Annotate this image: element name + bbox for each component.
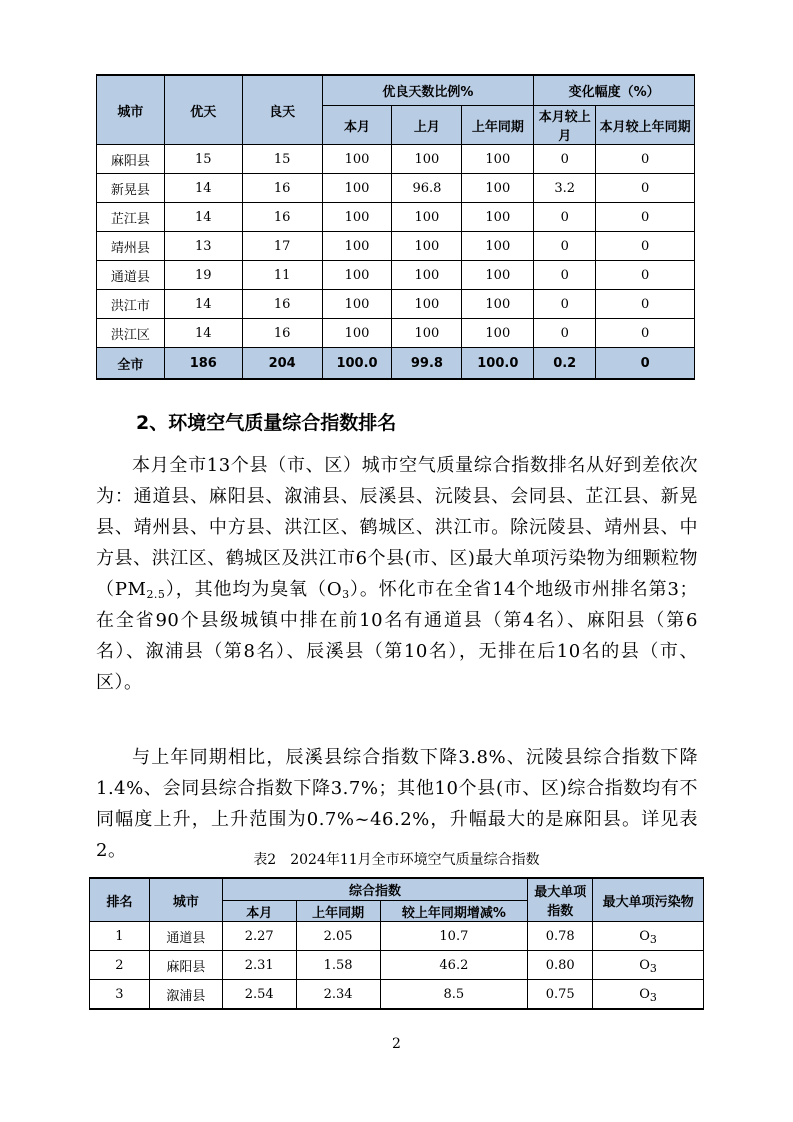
header-city: 城市 [97, 75, 165, 145]
table-total-row [97, 348, 695, 380]
cell-this-month: 2.27 [222, 922, 296, 951]
total-this-month: 100.0 [322, 348, 392, 380]
cell-good: 16 [242, 174, 322, 203]
cell-city: 洪江区 [97, 319, 165, 348]
cell-last-month: 100 [392, 203, 462, 232]
header-max-pollutant: 最大单项污染物 [593, 878, 704, 922]
air-quality-days-table [96, 74, 695, 380]
cell-vs-last-year: 0 [596, 203, 695, 232]
cell-vs-last-month: 0 [534, 290, 596, 319]
cell-last-year: 100 [462, 232, 534, 261]
total-vs-last-year: 0 [596, 348, 695, 380]
cell-vs-last-month: 0 [534, 145, 596, 174]
cell-vs-last-month: 3.2 [534, 174, 596, 203]
cell-city: 新晃县 [97, 174, 165, 203]
header-city: 城市 [149, 878, 222, 922]
cell-vs-last-year: 0 [596, 319, 695, 348]
cell-last-year: 1.58 [296, 951, 380, 980]
pollutant-subscript: 3 [649, 961, 657, 975]
cell-rank: 3 [90, 980, 150, 1010]
cell-good: 16 [242, 319, 322, 348]
page-number: 2 [392, 1036, 401, 1052]
cell-excellent: 14 [164, 319, 242, 348]
header-index-group: 综合指数 [222, 878, 528, 901]
cell-this-month: 2.31 [222, 951, 296, 980]
cell-rank: 2 [90, 951, 150, 980]
cell-vs-last-month: 0 [534, 261, 596, 290]
cell-excellent: 15 [164, 145, 242, 174]
pollutant-symbol: O [639, 957, 650, 973]
cell-good: 16 [242, 203, 322, 232]
cell-excellent: 14 [164, 203, 242, 232]
cell-vs-last-month: 0 [534, 232, 596, 261]
cell-last-year: 100 [462, 319, 534, 348]
cell-last-month: 100 [392, 290, 462, 319]
header-rank: 排名 [90, 878, 150, 922]
ranking-text-part1: 本月全市13个县（市、区）城市空气质量综合指数排名从好到差依次为：通道县、麻阳县、溆浦县、辰溪县、沅陵县、会同县、芷江县、新晃县、靖州县、中方县、洪江区、鹤城区、洪江市。除沅陵县、靖州县、中方县、洪江区、鹤城区及洪江市6个县(市、区)最大单项污染物为细颗粒物（PM [96, 455, 698, 600]
cell-excellent: 14 [164, 174, 242, 203]
pollutant-subscript: 3 [649, 990, 657, 1004]
cell-last-month: 100 [392, 145, 462, 174]
header-vs-last-year: 本月较上年同期 [596, 106, 695, 145]
total-good: 204 [242, 348, 322, 380]
total-vs-last-month: 0.2 [534, 348, 596, 380]
cell-excellent: 19 [164, 261, 242, 290]
cell-vs-last-year: 0 [596, 261, 695, 290]
header-this-month: 本月 [322, 106, 392, 145]
cell-good: 11 [242, 261, 322, 290]
header-vs-last-month: 本月较上月 [534, 106, 596, 145]
cell-city: 洪江市 [97, 290, 165, 319]
cell-last-month: 100 [392, 261, 462, 290]
cell-this-month: 100 [322, 232, 392, 261]
section-title: 2、环境空气质量综合指数排名 [136, 412, 397, 434]
composite-index-table [89, 877, 704, 1010]
cell-good: 15 [242, 145, 322, 174]
cell-max-single: 0.78 [528, 922, 593, 951]
header-ratio-group: 优良天数比例% [322, 75, 534, 106]
pm-subscript: 2.5 [146, 588, 166, 601]
cell-pollutant [593, 951, 704, 980]
total-city: 全市 [97, 348, 165, 380]
cell-vs-last-year: 0 [596, 232, 695, 261]
ranking-paragraph [96, 450, 698, 698]
cell-pollutant [593, 922, 704, 951]
cell-good: 16 [242, 290, 322, 319]
header-this-month: 本月 [222, 901, 296, 922]
cell-city: 麻阳县 [149, 951, 222, 980]
header-last-year: 上年同期 [296, 901, 380, 922]
ranking-text-part2: ），其他均为臭氧（O [165, 579, 343, 600]
cell-last-year: 2.34 [296, 980, 380, 1010]
table-row [90, 980, 704, 1010]
cell-excellent: 14 [164, 290, 242, 319]
cell-good: 17 [242, 232, 322, 261]
cell-vs-last-year: 0 [596, 174, 695, 203]
header-excellent-days: 优天 [164, 75, 242, 145]
cell-last-year: 100 [462, 145, 534, 174]
cell-last-year: 100 [462, 290, 534, 319]
header-change-group: 变化幅度（%） [534, 75, 695, 106]
table-row [97, 319, 695, 348]
table-row [90, 951, 704, 980]
header-last-month: 上月 [392, 106, 462, 145]
cell-last-year: 100 [462, 203, 534, 232]
cell-this-month: 100 [322, 261, 392, 290]
ranking-text-part3: ）。怀化市在全省14个地级市州排名第3；在全省90个县级城镇中排在前10名有通道县（第4名）、麻阳县（第6名）、溆浦县（第8名）、辰溪县（第10名），无排在后10名的县（市、区）。 [96, 579, 698, 693]
cell-last-year: 2.05 [296, 922, 380, 951]
cell-vs-last-month: 0 [534, 319, 596, 348]
pollutant-subscript: 3 [649, 932, 657, 946]
cell-rank: 1 [90, 922, 150, 951]
table-row [90, 922, 704, 951]
cell-this-month: 100 [322, 174, 392, 203]
cell-city: 靖州县 [97, 232, 165, 261]
cell-this-month: 100 [322, 319, 392, 348]
table-row [97, 203, 695, 232]
cell-last-year: 100 [462, 261, 534, 290]
table-row [97, 174, 695, 203]
cell-change: 8.5 [380, 980, 528, 1010]
pollutant-symbol: O [639, 986, 650, 1002]
cell-this-month: 100 [322, 290, 392, 319]
cell-vs-last-year: 0 [596, 145, 695, 174]
table2-caption: 表2 2024年11月全市环境空气质量综合指数 [253, 852, 540, 868]
comparison-paragraph: 与上年同期相比，辰溪县综合指数下降3.8%、沅陵县综合指数下降1.4%、会同县综合指数下降3.7%；其他10个县(市、区)综合指数均有不同幅度上升，上升范围为0.7%~46.2%，升幅最大的是麻阳县。详见表2。 [96, 747, 698, 861]
header-same-period-last-year: 上年同期 [462, 106, 534, 145]
cell-excellent: 13 [164, 232, 242, 261]
cell-vs-last-year: 0 [596, 290, 695, 319]
cell-this-month: 100 [322, 145, 392, 174]
o3-subscript: 3 [342, 588, 350, 601]
table-row [97, 261, 695, 290]
header-change-pct: 较上年同期增减% [380, 901, 528, 922]
cell-last-month: 100 [392, 232, 462, 261]
cell-last-year: 100 [462, 174, 534, 203]
cell-max-single: 0.75 [528, 980, 593, 1010]
cell-change: 46.2 [380, 951, 528, 980]
pollutant-symbol: O [639, 928, 650, 944]
cell-vs-last-month: 0 [534, 203, 596, 232]
total-excellent: 186 [164, 348, 242, 380]
cell-pollutant [593, 980, 704, 1010]
cell-last-month: 100 [392, 319, 462, 348]
cell-this-month: 2.54 [222, 980, 296, 1010]
table-row [97, 290, 695, 319]
cell-max-single: 0.80 [528, 951, 593, 980]
cell-change: 10.7 [380, 922, 528, 951]
cell-this-month: 100 [322, 203, 392, 232]
cell-city: 溆浦县 [149, 980, 222, 1010]
header-good-days: 良天 [242, 75, 322, 145]
cell-city: 芷江县 [97, 203, 165, 232]
total-last-month: 99.8 [392, 348, 462, 380]
cell-city: 麻阳县 [97, 145, 165, 174]
total-last-year: 100.0 [462, 348, 534, 380]
cell-city: 通道县 [97, 261, 165, 290]
header-max-single-index: 最大单项指数 [528, 878, 593, 922]
table-row [97, 232, 695, 261]
cell-city: 通道县 [149, 922, 222, 951]
cell-last-month: 96.8 [392, 174, 462, 203]
table-row [97, 145, 695, 174]
